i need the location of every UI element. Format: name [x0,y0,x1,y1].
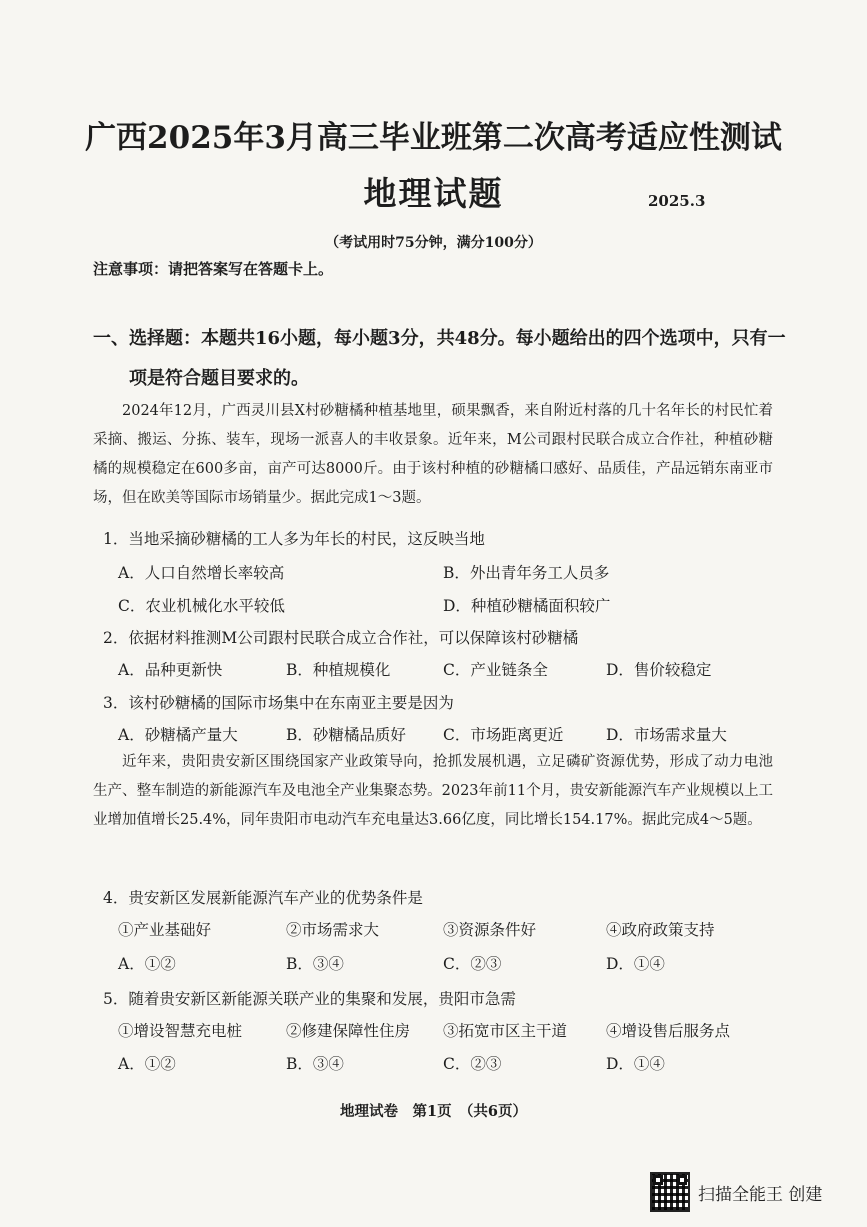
section-heading: 一、选择题：本题共16小题，每小题3分，共48分。每小题给出的四个选项中，只有一 [93,328,786,349]
exam-duration-info: （考试用时75分钟，满分100分） [325,235,542,251]
exam-title: 广西2025年3月高三毕业班第二次高考适应性测试 [85,120,782,156]
material-paragraph-2: 近年来，贵阳贵安新区围绕国家产业政策导向，抢抓发展机遇，立足磷矿资源优势，形成了动力电池生产、整车制造的新能源汽车及电池全产业集聚态势。2023年前11个月，贵安新能源汽车产业规模以上工业增加值增长25.4%，同年贵阳市电动汽车充电量达3.66亿度，同比增长154.17%。据此完成4～5题。 [93,754,773,828]
question-2-stem: 2．依据材料推测M公司跟村民联合成立合作社，可以保障该村砂糖橘 [103,629,579,647]
question-5-statement-4: ④增设售后服务点 [606,1022,731,1040]
question-1-stem: 1．当地采摘砂糖橘的工人多为年长的村民，这反映当地 [103,530,485,548]
question-2-option-c: C．产业链条全 [443,661,548,679]
question-4-statement-2: ②市场需求大 [286,921,380,939]
question-4-option-a: A．①② [118,955,176,973]
question-5-option-d: D．①④ [606,1055,665,1073]
question-2-option-d: D．售价较稳定 [606,661,712,679]
question-5-statement-3: ③拓宽市区主干道 [443,1022,568,1040]
question-4-statement-1: ①产业基础好 [118,921,212,939]
scanner-watermark [650,1170,822,1214]
watermark-text: 扫描全能王 创建 [698,1184,823,1205]
question-4-option-b: B．③④ [286,955,344,973]
question-5-option-c: C．②③ [443,1055,502,1073]
exam-date: 2025.3 [648,192,706,210]
question-1-option-b: B．外出青年务工人员多 [443,564,610,582]
question-3-option-b: B．砂糖橘品质好 [286,726,406,744]
question-1-option-d: D．种植砂糖橘面积较广 [443,597,611,615]
question-4-statement-3: ③资源条件好 [443,921,537,939]
question-5-option-b: B．③④ [286,1055,344,1073]
question-5-stem: 5．随着贵安新区新能源关联产业的集聚和发展，贵阳市急需 [103,990,516,1008]
question-1-option-c: C．农业机械化水平较低 [118,597,285,615]
section-heading-continued: 项是符合题目要求的。 [129,368,309,389]
question-4-option-d: D．①④ [606,955,665,973]
question-2-option-b: B．种植规模化 [286,661,391,679]
exam-notice: 注意事项：请把答案写在答题卡上。 [93,260,334,278]
page-footer: 地理试卷 第1页 （共6页） [340,1103,527,1120]
question-5-statement-1: ①增设智慧充电桩 [118,1022,243,1040]
question-4-statement-4: ④政府政策支持 [606,921,715,939]
material-paragraph-1: 2024年12月，广西灵川县X村砂糖橘种植基地里，硕果飘香，来自附近村落的几十名年长的村民忙着采摘、搬运、分拣、装车，现场一派喜人的丰收景象。近年来，M公司跟村民联合成立合作社，种植砂糖橘的规模稳定在600多亩，亩产可达8000斤。由于该村种植的砂糖橘口感好、品质佳，产品远销东南亚市场，但在欧美等国际市场销量少。据此完成1～3题。 [93,403,773,506]
question-4-option-c: C．②③ [443,955,502,973]
question-5-option-a: A．①② [118,1055,176,1073]
question-3-option-a: A．砂糖橘产量大 [118,726,238,744]
question-3-option-c: C．市场距离更近 [443,726,564,744]
question-1-option-a: A．人口自然增长率较高 [118,564,285,582]
subject-title: 地理试题 [363,174,504,213]
qr-code-icon [650,1172,690,1212]
question-3-option-d: D．市场需求量大 [606,726,727,744]
question-4-stem: 4．贵安新区发展新能源汽车产业的优势条件是 [103,889,423,907]
question-2-option-a: A．品种更新快 [118,661,223,679]
question-5-statement-2: ②修建保障性住房 [286,1022,411,1040]
question-3-stem: 3．该村砂糖橘的国际市场集中在东南亚主要是因为 [103,694,454,712]
